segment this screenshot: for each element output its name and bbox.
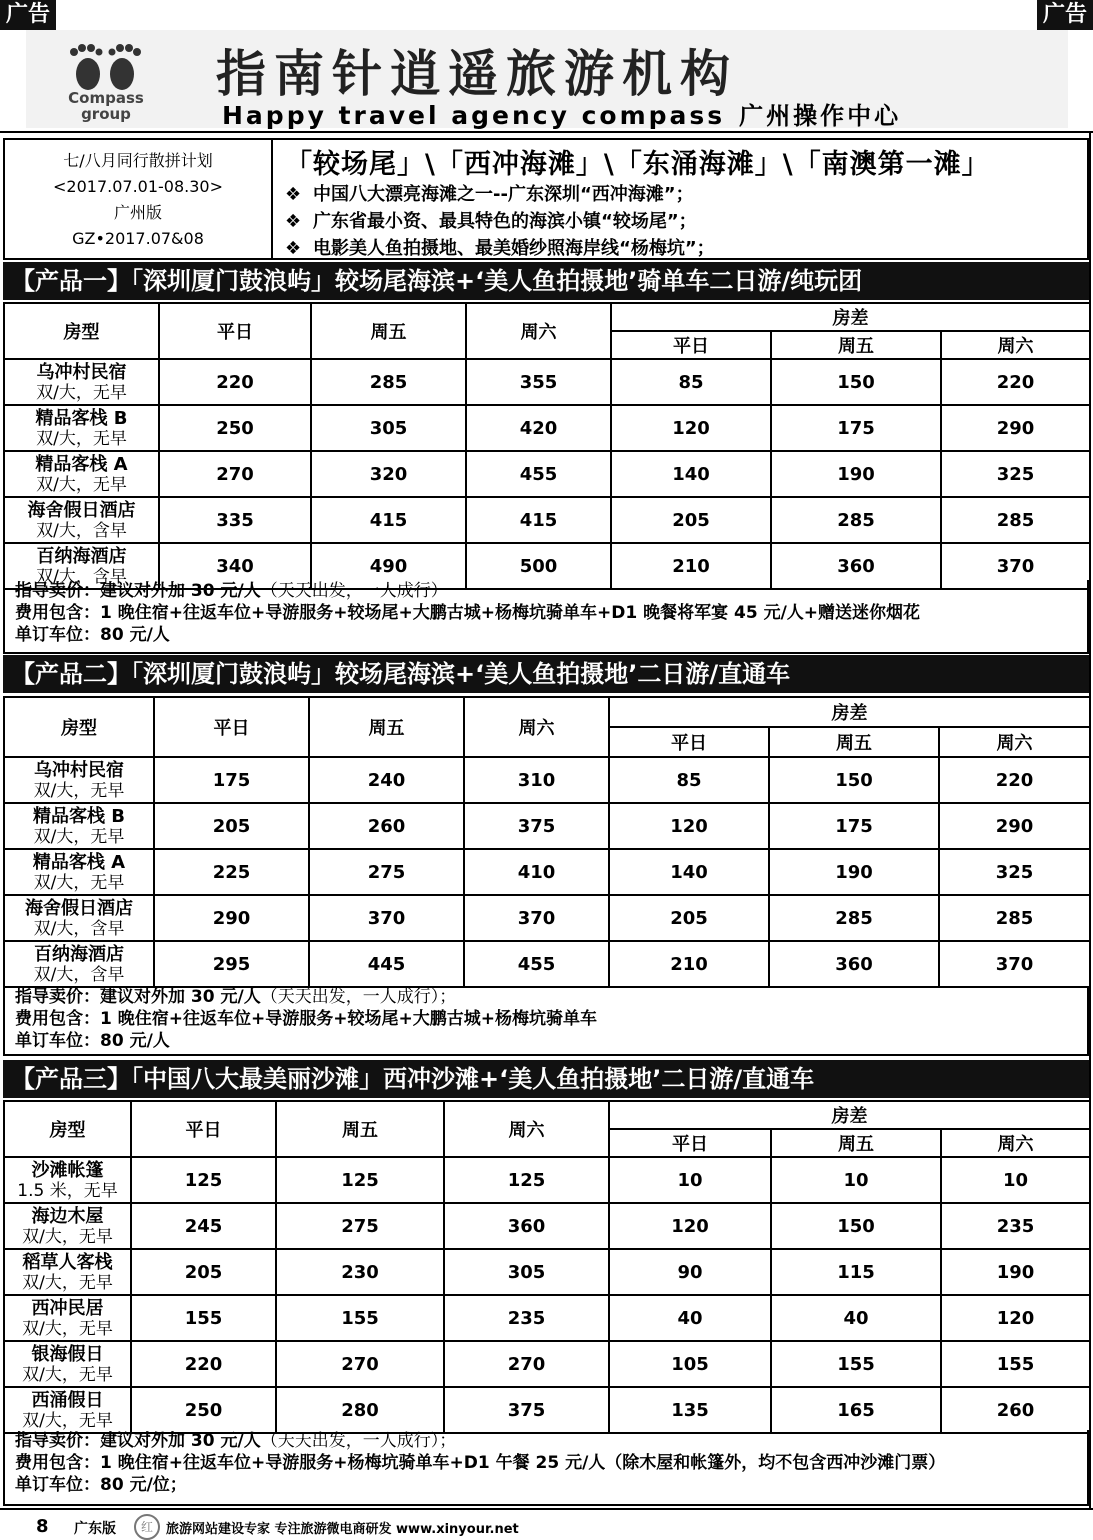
room-name: 海边木屋 — [31, 1205, 104, 1227]
room-type-cell — [4, 405, 159, 451]
header-weekday: 平日 — [131, 1101, 276, 1157]
header-room-diff: 房差 — [609, 697, 1090, 727]
price-cell: 205 — [154, 803, 309, 849]
price-cell: 120 — [609, 803, 769, 849]
price-cell: 175 — [154, 757, 309, 803]
slogan — [222, 96, 901, 131]
price-cell: 445 — [309, 941, 464, 987]
header-diff-saturday: 周六 — [941, 1129, 1090, 1157]
header-diff-saturday: 周六 — [941, 331, 1090, 359]
price-cell: 120 — [609, 1203, 771, 1249]
footer-text: 旅游网站建设专家 专注旅游微电商研发 www.xinyour.net — [166, 1522, 519, 1537]
price-cell: 10 — [609, 1157, 771, 1203]
price-cell: 295 — [154, 941, 309, 987]
room-spec: 双/大，无早 — [22, 1364, 113, 1385]
price-cell: 220 — [941, 359, 1090, 405]
seal-icon: 红 — [134, 1514, 160, 1540]
table-row — [4, 405, 1090, 451]
price-cell: 415 — [311, 497, 466, 543]
price-cell: 150 — [771, 359, 941, 405]
price-cell: 285 — [769, 895, 939, 941]
table-row — [4, 849, 1090, 895]
price-cell: 85 — [611, 359, 771, 405]
price-cell: 375 — [464, 803, 609, 849]
price-cell: 120 — [611, 405, 771, 451]
room-name: 西涌假日 — [31, 1389, 104, 1411]
room-name: 精品客栈 A — [32, 851, 126, 873]
price-table — [3, 302, 1091, 590]
room-spec: 双/大，无早 — [36, 428, 127, 449]
header-room: 房型 — [4, 303, 159, 359]
price-cell: 155 — [771, 1341, 941, 1387]
room-type-cell — [4, 1249, 131, 1295]
room-name: 海舍假日酒店 — [27, 499, 136, 521]
header-friday: 周五 — [311, 303, 466, 359]
header-diff-weekday: 平日 — [609, 1129, 771, 1157]
room-spec: 双/大，无早 — [22, 1226, 113, 1247]
footer-edition: 广东版 — [74, 1521, 116, 1537]
price-cell: 190 — [941, 1249, 1090, 1295]
table-row — [4, 941, 1090, 987]
table-row — [4, 359, 1090, 405]
price-cell: 190 — [771, 451, 941, 497]
price-cell: 320 — [311, 451, 466, 497]
price-cell: 150 — [769, 757, 939, 803]
city-center: 广州操作中心 — [739, 102, 902, 130]
price-cell: 370 — [939, 941, 1090, 987]
price-cell: 305 — [311, 405, 466, 451]
product-title: 【产品一】「深圳厦门鼓浪屿」较场尾海滨+‘美人鱼拍摄地’骑单车二日游/纯玩团 — [3, 262, 1089, 300]
header-saturday: 周六 — [444, 1101, 609, 1157]
table-row — [4, 1341, 1090, 1387]
price-cell: 285 — [941, 497, 1090, 543]
price-cell: 240 — [309, 757, 464, 803]
price-cell: 500 — [466, 543, 611, 589]
price-cell: 260 — [309, 803, 464, 849]
room-name: 银海假日 — [31, 1343, 104, 1365]
price-cell: 230 — [276, 1249, 444, 1295]
header-banner — [26, 30, 1068, 128]
room-name: 乌冲村民宿 — [34, 759, 124, 781]
room-name: 精品客栈 A — [35, 453, 128, 475]
product-notes — [3, 580, 1089, 654]
price-cell: 120 — [941, 1295, 1090, 1341]
room-spec: 双/大，含早 — [36, 566, 127, 587]
guide-price-text: 指导卖价：建议对外加 30 元/人 — [15, 581, 261, 601]
price-cell: 270 — [444, 1341, 609, 1387]
room-name: 百纳海酒店 — [34, 943, 124, 965]
table-row — [4, 1203, 1090, 1249]
room-type-cell — [4, 497, 159, 543]
room-type-cell — [4, 1387, 131, 1433]
room-spec: 1.5 米，无早 — [17, 1180, 118, 1201]
header-diff-friday: 周五 — [769, 727, 939, 757]
price-cell: 205 — [131, 1249, 276, 1295]
price-cell: 125 — [131, 1157, 276, 1203]
header-weekday: 平日 — [154, 697, 309, 757]
room-name: 稻草人客栈 — [22, 1251, 113, 1273]
room-type-cell — [4, 895, 154, 941]
price-cell: 125 — [276, 1157, 444, 1203]
guide-price-note: （天天出发，一人成行） — [260, 581, 448, 601]
price-cell: 10 — [941, 1157, 1090, 1203]
price-cell: 155 — [131, 1295, 276, 1341]
header-diff-saturday: 周六 — [939, 727, 1090, 757]
room-type-cell — [4, 1295, 131, 1341]
price-cell: 290 — [154, 895, 309, 941]
product-title: 【产品二】「深圳厦门鼓浪屿」较场尾海滨+‘美人鱼拍摄地’二日游/直通车 — [3, 655, 1089, 693]
plan-info — [5, 140, 273, 258]
room-spec: 双/大，无早 — [33, 872, 125, 893]
price-cell: 105 — [609, 1341, 771, 1387]
seat-price: 单订车位：80 元/位； — [15, 1475, 187, 1495]
price-cell: 285 — [311, 359, 466, 405]
guide-price-note: （天天出发，一人成行）； — [260, 987, 457, 1007]
room-name: 精品客栈 B — [33, 805, 125, 827]
header-diff-friday: 周五 — [771, 331, 941, 359]
table-row — [4, 497, 1090, 543]
footer — [0, 1508, 1093, 1540]
beach-list: 「较场尾」\「西冲海滩」\「东涌海滩」\「南澳第一滩」 — [285, 149, 990, 180]
room-spec: 双/大，含早 — [36, 520, 127, 541]
header-saturday: 周六 — [466, 303, 611, 359]
price-cell: 335 — [159, 497, 311, 543]
room-type-cell — [4, 1341, 131, 1387]
room-type-cell — [4, 451, 159, 497]
price-cell: 250 — [159, 405, 311, 451]
room-name: 海舍假日酒店 — [25, 897, 133, 919]
price-cell: 140 — [611, 451, 771, 497]
price-cell: 270 — [276, 1341, 444, 1387]
room-spec: 双/大，无早 — [22, 1272, 113, 1293]
product-notes — [3, 1430, 1089, 1506]
price-cell: 455 — [464, 941, 609, 987]
highlights — [285, 140, 1085, 262]
price-cell: 85 — [609, 757, 769, 803]
price-cell: 370 — [464, 895, 609, 941]
price-cell: 175 — [769, 803, 939, 849]
price-cell: 125 — [444, 1157, 609, 1203]
price-cell: 410 — [464, 849, 609, 895]
header-diff-weekday: 平日 — [611, 331, 771, 359]
diamond-bullet-icon: ❖ — [285, 211, 302, 232]
price-cell: 150 — [771, 1203, 941, 1249]
guide-price-text: 指导卖价：建议对外加 30 元/人 — [15, 987, 261, 1007]
room-name: 精品客栈 B — [35, 407, 128, 429]
price-cell: 415 — [466, 497, 611, 543]
price-cell: 245 — [131, 1203, 276, 1249]
room-type-cell — [4, 803, 154, 849]
header-diff-friday: 周五 — [771, 1129, 941, 1157]
table-row — [4, 1295, 1090, 1341]
table-row — [4, 895, 1090, 941]
price-cell: 285 — [939, 895, 1090, 941]
price-cell: 285 — [771, 497, 941, 543]
price-cell: 305 — [444, 1249, 609, 1295]
price-cell: 90 — [609, 1249, 771, 1295]
room-spec: 双/大，无早 — [36, 474, 127, 495]
price-cell: 155 — [941, 1341, 1090, 1387]
diamond-bullet-icon: ❖ — [285, 184, 302, 205]
price-cell: 235 — [941, 1203, 1090, 1249]
room-spec: 双/大，无早 — [33, 826, 125, 847]
price-cell: 40 — [771, 1295, 941, 1341]
price-cell: 205 — [609, 895, 769, 941]
room-spec: 双/大，含早 — [33, 964, 125, 985]
intro-box — [3, 138, 1089, 260]
room-spec: 双/大，无早 — [22, 1318, 113, 1339]
price-cell: 210 — [611, 543, 771, 589]
product-notes — [3, 986, 1089, 1056]
room-spec: 双/大，含早 — [33, 918, 125, 939]
diamond-bullet-icon: ❖ — [285, 238, 302, 259]
guide-price — [15, 986, 1087, 1008]
price-cell: 40 — [609, 1295, 771, 1341]
footprints-icon — [60, 42, 150, 92]
highlight-item: ❖ 电影美人鱼拍摄地、最美婚纱照海岸线“杨梅坑”； — [285, 235, 1085, 262]
ad-label-right: 广告 — [1037, 0, 1093, 30]
price-cell: 325 — [939, 849, 1090, 895]
price-cell: 360 — [771, 543, 941, 589]
table-row — [4, 757, 1090, 803]
price-cell: 370 — [309, 895, 464, 941]
price-cell: 340 — [159, 543, 311, 589]
price-cell: 360 — [444, 1203, 609, 1249]
price-cell: 260 — [941, 1387, 1090, 1433]
price-cell: 135 — [609, 1387, 771, 1433]
price-cell: 155 — [276, 1295, 444, 1341]
header-diff-weekday: 平日 — [609, 727, 769, 757]
date-range: <2017.07.01-08.30> — [53, 177, 223, 196]
seat-price: 单订车位：80 元/人 — [15, 1031, 170, 1051]
product-title: 【产品三】「中国八大最美丽沙滩」西冲沙滩+‘美人鱼拍摄地’二日游/直通车 — [3, 1060, 1089, 1098]
header-room: 房型 — [4, 697, 154, 757]
ad-label-left: 广告 — [0, 0, 56, 30]
room-name: 沙滩帐篷 — [31, 1159, 104, 1181]
plan-code: GZ•2017.07&08 — [72, 229, 204, 248]
price-cell: 420 — [466, 405, 611, 451]
room-name: 西冲民居 — [31, 1297, 104, 1319]
header-room-diff: 房差 — [609, 1101, 1090, 1129]
price-cell: 360 — [769, 941, 939, 987]
room-name: 百纳海酒店 — [36, 545, 127, 567]
price-cell: 115 — [771, 1249, 941, 1295]
price-cell: 190 — [769, 849, 939, 895]
guide-price — [15, 1430, 1087, 1452]
room-type-cell — [4, 1157, 131, 1203]
price-cell: 375 — [444, 1387, 609, 1433]
room-type-cell — [4, 1203, 131, 1249]
price-cell: 235 — [444, 1295, 609, 1341]
room-type-cell — [4, 849, 154, 895]
divider — [0, 131, 1093, 133]
room-name: 乌冲村民宿 — [36, 361, 127, 383]
price-cell: 370 — [941, 543, 1090, 589]
header-room-diff: 房差 — [611, 303, 1090, 331]
price-cell: 355 — [466, 359, 611, 405]
price-cell: 220 — [131, 1341, 276, 1387]
price-cell: 140 — [609, 849, 769, 895]
brand-title: 指南针逍遥旅游机构 — [216, 44, 738, 103]
highlight-item: ❖ 广东省最小资、最具特色的海滨小镇“较场尾”； — [285, 208, 1085, 235]
price-cell: 165 — [771, 1387, 941, 1433]
price-table — [3, 696, 1091, 988]
price-cell: 275 — [276, 1203, 444, 1249]
page-number: 8 — [36, 1516, 49, 1537]
fee-includes: 费用包含：1 晚住宿+往返车位+导游服务+较场尾+大鹏古城+杨梅坑骑单车+D1 晚餐将军宴 45 元/人+赠送迷你烟花 — [15, 603, 921, 623]
header-saturday: 周六 — [464, 697, 609, 757]
room-type-cell — [4, 941, 154, 987]
plan-title: 七/八月同行散拼计划 — [63, 151, 213, 170]
price-cell: 250 — [131, 1387, 276, 1433]
price-table — [3, 1100, 1091, 1434]
highlight-item: ❖ 中国八大漂亮海滩之一--广东深圳“西冲海滩”； — [285, 181, 1085, 208]
header-room: 房型 — [4, 1101, 131, 1157]
price-cell: 220 — [159, 359, 311, 405]
header-friday: 周五 — [309, 697, 464, 757]
price-cell: 205 — [611, 497, 771, 543]
price-cell: 325 — [941, 451, 1090, 497]
price-cell: 210 — [609, 941, 769, 987]
room-spec: 双/大，无早 — [22, 1410, 113, 1431]
header-weekday: 平日 — [159, 303, 311, 359]
room-spec: 双/大，无早 — [36, 382, 127, 403]
price-cell: 290 — [939, 803, 1090, 849]
table-row — [4, 1249, 1090, 1295]
seat-price: 单订车位：80 元/人 — [15, 625, 170, 645]
table-row — [4, 1157, 1090, 1203]
logo-text: Compass group — [68, 89, 144, 123]
price-cell: 455 — [466, 451, 611, 497]
price-cell: 175 — [771, 405, 941, 451]
price-cell: 10 — [771, 1157, 941, 1203]
price-cell: 290 — [941, 405, 1090, 451]
fee-includes: 费用包含：1 晚住宿+往返车位+导游服务+杨梅坑骑单车+D1 午餐 25 元/人（除木屋和帐篷外，均不包含西冲沙滩门票） — [15, 1453, 946, 1473]
table-row — [4, 1387, 1090, 1433]
price-cell: 490 — [311, 543, 466, 589]
fee-includes: 费用包含：1 晚住宿+往返车位+导游服务+较场尾+大鹏古城+杨梅坑骑单车 — [15, 1009, 597, 1029]
edition: 广州版 — [113, 203, 162, 222]
slogan-en: Happy travel agency compass — [222, 101, 726, 130]
room-type-cell — [4, 757, 154, 803]
price-cell: 275 — [309, 849, 464, 895]
guide-price — [15, 580, 1087, 602]
guide-price-note: （天天出发，一人成行）； — [260, 1431, 457, 1451]
price-cell: 310 — [464, 757, 609, 803]
room-type-cell — [4, 359, 159, 405]
table-row — [4, 451, 1090, 497]
room-spec: 双/大，无早 — [33, 780, 125, 801]
price-cell: 280 — [276, 1387, 444, 1433]
price-cell: 270 — [159, 451, 311, 497]
guide-price-text: 指导卖价：建议对外加 30 元/人 — [15, 1431, 261, 1451]
price-cell: 220 — [939, 757, 1090, 803]
table-row — [4, 803, 1090, 849]
header-friday: 周五 — [276, 1101, 444, 1157]
price-cell: 225 — [154, 849, 309, 895]
